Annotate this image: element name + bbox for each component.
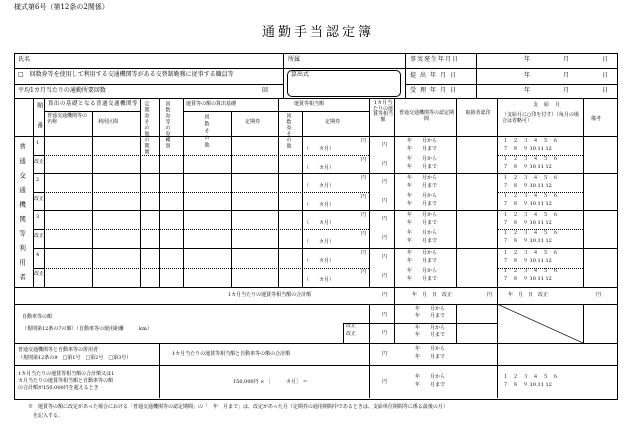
row-number: 1	[36, 140, 40, 146]
total-yen: 円	[382, 292, 388, 298]
row-yen: 円	[360, 250, 366, 256]
row-from: 年 月から	[407, 212, 438, 218]
row-months-b: ７ ８ ９ 10 11 12	[503, 276, 552, 282]
row-months-b: ７ ８ ９ 10 11 12	[503, 201, 552, 207]
side-label: 普通交通機関等利用者	[18, 143, 27, 288]
teiki-kikan-header: 定期券その他の期間	[143, 101, 150, 155]
excess-text-1: 1カ月当たりの運賃等相当額の合計額又は1	[18, 371, 115, 377]
row-number: 3	[36, 214, 40, 220]
row-from: 年 月から	[407, 268, 438, 274]
kukan-header: 利用区間	[98, 119, 119, 125]
car-yen: 円	[382, 330, 388, 336]
formula: 150,000円 × ［ カ月］ ＝	[233, 379, 308, 385]
car-title: 自動車等の額	[22, 314, 53, 320]
year-label: 年	[524, 72, 531, 79]
row-kaisei: 改正	[34, 159, 45, 165]
row-yen: 円	[360, 175, 366, 181]
month-label: 月	[563, 72, 570, 79]
combined-yen: 円	[382, 351, 388, 357]
excess-text-3: の合計額が150,000円を超えるとき	[18, 385, 99, 391]
row-to: 年 月まで	[407, 201, 438, 207]
row-yen: 円	[360, 231, 366, 237]
row-total-yen: 円	[382, 235, 388, 241]
kai-label: 回	[262, 87, 269, 94]
row-months-a: １ ２ ３ ４ ５ ６	[503, 230, 559, 236]
footnote-line-2: を記入する。	[28, 413, 64, 419]
row-total-yen: 円	[382, 179, 388, 185]
month-label: 月	[563, 56, 570, 63]
excess-months-a: １ ２ ３ ４ ５ ６	[503, 374, 559, 380]
row-kagetsu: （ カ月）	[304, 220, 335, 226]
row-total-yen: 円	[382, 161, 388, 167]
row-yen: 円	[360, 194, 366, 200]
car-from: 年 月から	[415, 325, 446, 331]
excess-yen: 円	[382, 379, 388, 385]
total-ymd: 年 月 日 改正	[508, 292, 549, 298]
row-months-b: ７ ８ ９ 10 11 12	[503, 238, 552, 244]
combined-sum: 1カ月当たりの運賃等相当額と自動車等の額の合計額	[172, 351, 291, 357]
row-months-b: ７ ８ ９ 10 11 12	[503, 258, 552, 264]
row-kagetsu: （ カ月）	[304, 239, 335, 245]
car-diagonal	[497, 304, 583, 343]
row-to: 年 月まで	[407, 220, 438, 226]
row-months-b: ７ ８ ９ 10 11 12	[503, 146, 552, 152]
row-total-yen: 円	[382, 254, 388, 260]
total-ymd: 年 月 日 改正	[412, 292, 453, 298]
form-number: 様式第6号（第12条の2関係）	[14, 3, 109, 11]
kihon-header: 算出の基礎となる普通交通機関等	[48, 101, 139, 107]
kaisu-header: 回数その他	[203, 114, 210, 149]
row-to: 年 月まで	[407, 146, 438, 152]
monthly-days-label: 平均1カ月当たりの通勤所要回数	[18, 87, 106, 94]
row-yen: 円	[360, 157, 366, 163]
row-months-a: １ ２ ３ ４ ５ ６	[503, 212, 559, 218]
row-total-yen: 円	[382, 273, 388, 279]
row-total-yen: 円	[382, 142, 388, 148]
biko-header: 備考	[591, 116, 602, 122]
day-label: 日	[602, 56, 609, 63]
calc-formula-label: 算出式	[291, 71, 310, 78]
row-yen: 円	[360, 212, 366, 218]
row-number: 2	[36, 177, 40, 183]
shikyu-note: （支給月に○印を付す）（毎月の場合は省略可）	[502, 112, 579, 124]
row-months-a: １ ２ ３ ４ ５ ６	[503, 250, 559, 256]
row-months-b: ７ ８ ９ 10 11 12	[503, 220, 552, 226]
row-months-b: ７ ８ ９ 10 11 12	[503, 164, 552, 170]
row-kaisei: 改正	[34, 271, 45, 277]
combined-to: 年 月まで	[415, 354, 446, 360]
combined-sub: （規則第12条の9 □第1号 □第2号 □第3号）	[18, 355, 132, 361]
row-kagetsu: （ カ月）	[304, 202, 335, 208]
car-from: 年 月から	[415, 306, 446, 312]
received-label: 受理年月日	[410, 87, 461, 94]
row-to: 年 月まで	[407, 276, 438, 282]
day-label: 日	[602, 72, 609, 79]
shikyu-header: 支給月	[533, 102, 567, 108]
car-sub: （規則第12条の7の額）（自動車等の使用距離 km）	[22, 326, 152, 332]
row-kaisei: 改正	[34, 196, 45, 202]
excess-from: 年 月から	[415, 374, 446, 380]
row-kagetsu: （ カ月）	[304, 146, 335, 152]
excess-text-2: カ月当たりの運賃等相当額と自動車等の額	[18, 378, 114, 384]
row-months-a: １ ２ ３ ４ ５ ６	[503, 138, 559, 144]
row-to: 年 月まで	[407, 238, 438, 244]
row-kaisei: 改正	[34, 233, 45, 239]
year-label: 年	[524, 87, 531, 94]
row-from: 年 月から	[407, 175, 438, 181]
row-to: 年 月まで	[407, 258, 438, 264]
car-yen: 円	[382, 312, 388, 318]
row-number: 4	[36, 252, 40, 258]
row-months-a: １ ２ ３ ４ ５ ６	[503, 156, 559, 162]
name-label: 氏名	[18, 56, 31, 63]
row-months-a: １ ２ ３ ４ ５ ６	[503, 175, 559, 181]
row-months-b: ７ ８ ９ 10 11 12	[503, 183, 552, 189]
row-yen: 円	[360, 269, 366, 275]
kaisuu2-header: 回数券その他	[285, 113, 292, 149]
affiliation-label: 所属	[288, 56, 301, 63]
total-yen: 円	[487, 292, 493, 298]
row-kagetsu: （ カ月）	[304, 258, 335, 264]
total-yen: 円	[596, 292, 602, 298]
footnote-line-1: ※ 運賃等の額に改定があった場合における「普通交通機関等の認定期間」の「 年 月まで」は、改定があった月（定期券の通用期間中であるときは、支給単位期間等に係る最後の月）	[28, 404, 448, 410]
row-from: 年 月から	[407, 193, 438, 199]
row-total-yen: 円	[382, 216, 388, 222]
teikiken-header: 定期券	[245, 119, 261, 125]
teikiken2-header: 定期券	[325, 119, 341, 125]
row-from: 年 月から	[407, 230, 438, 236]
combined-title: 普通交通機関等と自動車等の併用者	[18, 347, 99, 353]
jun-header: 順	[35, 102, 43, 110]
total-label: 1カ月当たりの運賃等相当額の合計額	[228, 292, 312, 298]
row-kagetsu: （ カ月）	[304, 277, 335, 283]
ban-header: 番	[35, 122, 43, 130]
submitted-label: 提出年月日	[410, 72, 461, 79]
excess-months-b: ７ ８ ９ 10 11 12	[503, 382, 552, 388]
row-kagetsu: （ カ月）	[304, 183, 335, 189]
excess-to: 年 月まで	[415, 382, 446, 388]
row-from: 年 月から	[407, 138, 438, 144]
name-header: 普通交通機関等の名称	[47, 113, 88, 125]
soutou-header: 運賃等相当額	[294, 101, 325, 107]
car-to: 年 月まで	[415, 313, 446, 319]
year-label: 年	[524, 56, 531, 63]
row-from: 年 月から	[407, 250, 438, 256]
shuin-header: 取扱者認印	[465, 110, 491, 116]
row-total-yen: 円	[382, 198, 388, 204]
row-yen: 円	[360, 138, 366, 144]
unchin-header: 運賃等の額の算出基礎	[186, 101, 237, 107]
row-from: 年 月から	[407, 156, 438, 162]
row-months-a: １ ２ ３ ４ ５ ６	[503, 268, 559, 274]
row-months-a: １ ２ ３ ４ ５ ６	[503, 193, 559, 199]
checkbox-text[interactable]: □ 回数券等を使用して利用する交通機関等がある交替制勤務に従事する職員等	[18, 71, 234, 78]
row-kagetsu: （ カ月）	[304, 165, 335, 171]
combined-from: 年 月から	[415, 346, 446, 352]
day-label: 日	[602, 87, 609, 94]
car-to: 年 月まで	[415, 332, 446, 338]
kaisuu-header: 回数券等の券種別	[164, 101, 171, 149]
occurred-label: 事実発生年月日	[410, 56, 460, 63]
car-kaisei: 改正	[346, 323, 357, 329]
row-to: 年 月まで	[407, 164, 438, 170]
nintei-header: 普通交通機関等の認定期間	[399, 110, 455, 122]
row-to: 年 月まで	[407, 183, 438, 189]
month-label: 月	[563, 87, 570, 94]
ikkagetsu-header: 1カ月当たりの運賃等相当額	[372, 100, 393, 123]
page-title: 通勤手当認定簿	[262, 25, 375, 40]
car-kaisei: 改正	[346, 331, 357, 337]
